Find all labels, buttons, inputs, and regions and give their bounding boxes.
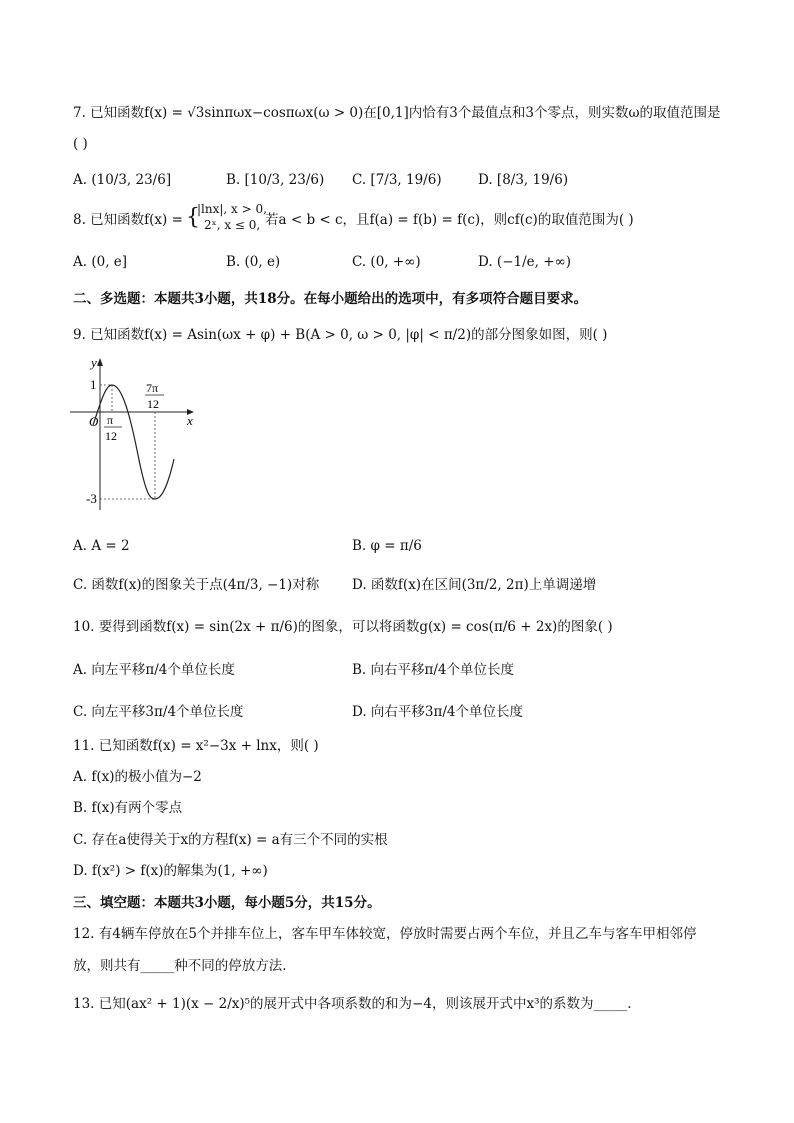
q8-brace: {: [186, 205, 200, 230]
q8-option-b: B. (0, e): [226, 254, 281, 270]
origin-label: O: [89, 414, 99, 429]
q9-option-d: D. 函数f(x)在区间(3π/2, 2π)上单调递增: [352, 577, 597, 593]
x-axis-label: x: [187, 413, 193, 428]
y-axis-arrow-icon: [97, 358, 103, 366]
x1-numerator: π: [107, 413, 114, 427]
q11-option-c: C. 存在a使得关于x的方程f(x) = a有三个不同的实根: [73, 832, 388, 848]
q10-option-b: B. 向右平移π/4个单位长度: [352, 662, 515, 678]
q7-option-b: B. [10/3, 23/6): [226, 172, 325, 188]
section-2-heading: 二、多选题：本题共3小题，共18分。在每小题给出的选项中，有多项符合题目要求。: [73, 291, 588, 307]
q7-option-c: C. [7/3, 19/6): [352, 172, 442, 188]
q11-option-b: B. f(x)有两个零点: [73, 800, 183, 816]
x2-numerator: 7π: [146, 381, 159, 395]
y-max-label: 1: [90, 377, 97, 392]
section-3-heading: 三、填空题：本题共3小题，每小题5分，共15分。: [73, 895, 381, 911]
q9-option-a: A. A = 2: [73, 538, 130, 554]
q9-function-graph: [60, 355, 210, 515]
q7-stem: 7. 已知函数f(x) = √3sinπωx−cosπωx(ω > 0)在[0,1]内恰有3个最值点和3个零点，则实数ω的取值范围是: [73, 105, 721, 121]
q8-option-d: D. (−1/e, +∞): [478, 254, 572, 270]
q7-stem-cont: ( ): [73, 136, 88, 152]
q10-option-a: A. 向左平移π/4个单位长度: [73, 662, 235, 678]
q8-piece-1: |lnx|, x > 0,: [197, 202, 267, 216]
x1-denominator: 12: [105, 429, 117, 443]
q9-stem: 9. 已知函数f(x) = Asin(ωx + φ) + B(A > 0, ω > 0, |φ| < π/2)的部分图象如图，则( ): [73, 327, 608, 343]
q8-option-c: C. (0, +∞): [352, 254, 421, 270]
q12-line-2: 放，则共有_____种不同的停放方法.: [73, 958, 287, 974]
y-min-label: -3: [86, 491, 97, 506]
q10-option-d: D. 向右平移3π/4个单位长度: [352, 704, 524, 720]
q8-stem-b: 若a < b < c，且f(a) = f(b) = f(c)，则cf(c)的取值范围为( ): [265, 212, 634, 228]
q11-option-a: A. f(x)的极小值为−2: [73, 769, 202, 785]
q9-option-c: C. 函数f(x)的图象关于点(4π/3, −1)对称: [73, 577, 320, 593]
q11-option-d: D. f(x²) > f(x)的解集为(1, +∞): [73, 863, 268, 879]
q10-stem: 10. 要得到函数f(x) = sin(2x + π/6)的图象，可以将函数g(x) = cos(π/6 + 2x)的图象( ): [73, 619, 613, 635]
q13-stem: 13. 已知(ax² + 1)(x − 2/x)⁵的展开式中各项系数的和为−4，则该展开式中x³的系数为_____.: [73, 996, 632, 1012]
q12-line-1: 12. 有4辆车停放在5个并排车位上，客车甲车体较宽，停放时需要占两个车位，并且乙车与客车甲相邻停: [73, 926, 697, 942]
q8-piece-2: 2ˣ, x ≤ 0,: [204, 218, 261, 232]
x2-denominator: 12: [147, 397, 159, 411]
y-axis-label: y: [91, 355, 97, 370]
q11-stem: 11. 已知函数f(x) = x²−3x + lnx，则( ): [73, 738, 319, 754]
q9-option-b: B. φ = π/6: [352, 538, 422, 554]
q7-option-a: A. (10/3, 23/6]: [73, 172, 172, 188]
q8-stem-a: 8. 已知函数f(x) =: [73, 212, 183, 228]
q8-option-a: A. (0, e]: [73, 254, 128, 270]
q10-option-c: C. 向左平移3π/4个单位长度: [73, 704, 244, 720]
q7-option-d: D. [8/3, 19/6): [478, 172, 569, 188]
